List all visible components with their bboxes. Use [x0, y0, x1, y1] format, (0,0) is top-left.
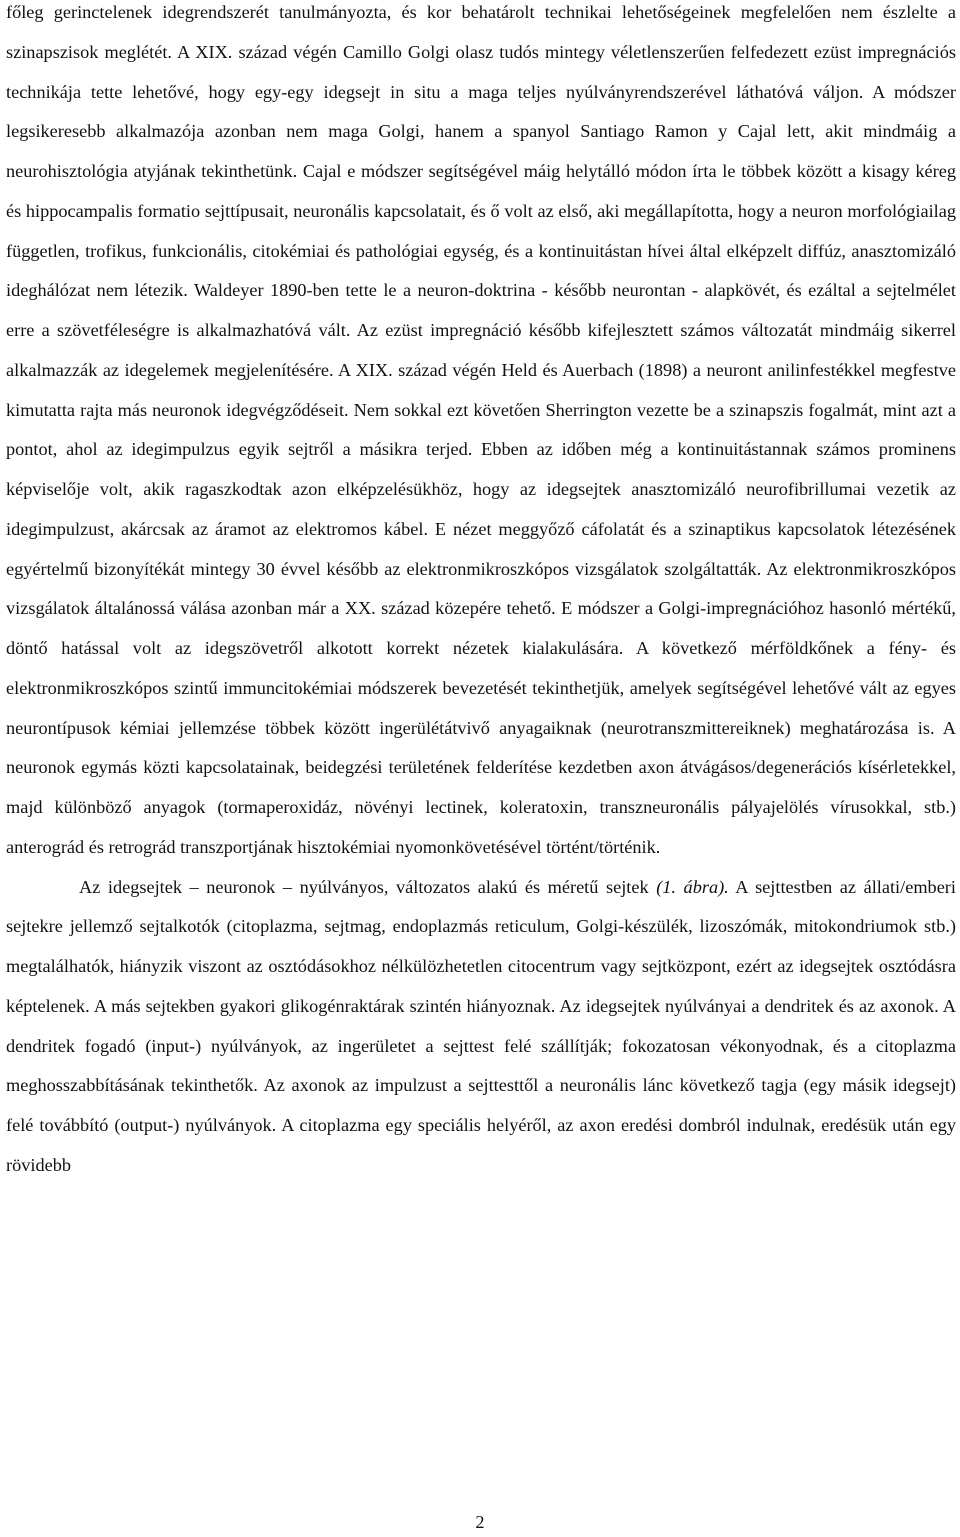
paragraph-text: Az idegsejtek – neuronok – nyúlványos, változatos alakú és méretű sejtek	[79, 876, 657, 897]
paragraph-golgi-cajal-history	[6, 0, 956, 868]
paragraph-neuron-structure	[6, 868, 956, 1186]
figure-reference: (1. ábra).	[656, 876, 729, 897]
paragraph-text: A sejttestben az állati/emberi sejtekre jellemző sejtalkotók (citoplazma, sejtmag, endoplazmás reticulum, Golgi-készülék, lizoszómák, mitokondriumok stb.) megtalálhatók, hiányzik viszont az osztódásokhoz nélkülözhetetlen citocentrum vagy sejtközpont, ezért az idegsejtek osztódásra képtelenek. A más sejtekben gyakori glikogénraktárak szintén hiányoznak. Az idegsejtek nyúlványai a dendritek és az axonok. A dendritek fogadó (input-) nyúlványok, az ingerületet a sejttest felé szállítják; fokozatosan vékonyodnak, és a citoplazma meghosszabbításának tekinthetők. Az axonok az impulzust a sejttesttől a neuronális lánc következő tagja (egy másik idegsejt) felé továbbító (output-) nyúlványok. A citoplazma egy speciális helyéről, az axon eredési dombról indulnak, eredésük után egy rövidebb	[6, 876, 956, 1175]
document-page	[6, 0, 956, 1186]
page-number: 2	[475, 1512, 485, 1532]
paragraph-text: főleg gerinctelenek idegrendszerét tanulmányozta, és kor behatárolt technikai lehetőségeinek megfelelően nem észlelte a szinapszisok meglétét. A XIX. század végén Camillo Golgi olasz tudós mintegy véletlenszerűen felfedezett ezüst impregnációs technikája tette lehetővé, hogy egy-egy idegsejt in situ a maga teljes nyúlványrendszerével láthatóvá váljon. A módszer legsikeresebb alkalmazója azonban nem maga Golgi, hanem a spanyol Santiago Ramon y Cajal lett, akit mindmáig a neurohisztológia atyjának tekinthetünk. Cajal e módszer segítségével máig helytálló módon írta le többek között a kisagy kéreg és hippocampalis formatio sejttípusait, neuronális kapcsolatait, és ő volt az első, aki megállapította, hogy a neuron morfológiailag független, trofikus, funkcionális, citokémiai és pathológiai egység, és a kontinuitástan hívei által elképzelt diffúz, anasztomizáló ideghálózat nem létezik. Waldeyer 1890-ben tette le a neuron-doktrina - később neurontan - alapkövét, és ezáltal a sejtelmélet erre a szövetféleségre is alkalmazhatóvá vált. Az ezüst impregnáció később kifejlesztett számos változatát mindmáig sikerrel alkalmazzák az idegelemek megjelenítésére. A XIX. század végén Held és Auerbach (1898) a neuront anilinfestékkel megfestve kimutatta rajta más neuronok idegvégződéseit. Nem sokkal ezt követően Sherrington vezette be a szinapszis fogalmát, mint azt a pontot, ahol az idegimpulzus egyik sejtről a másikra terjed. Ebben az időben még a kontinuitástannak számos prominens képviselője volt, akik ragaszkodtak azon elképzelésükhöz, hogy az idegsejtek anasztomizáló neurofibrillumai vezetik az idegimpulzust, akárcsak az áramot az elektromos kábel. E nézet meggyőző cáfolatát és a szinaptikus kapcsolatok létezésének egyértelmű bizonyítékát mintegy 30 évvel később az elektronmikroszkópos vizsgálatok szolgáltatták. Az elektronmikroszkópos vizsgálatok általánossá válása azonban már a XX. század közepére tehető. E módszer a Golgi-impregnációhoz hasonló mértékű, döntő hatással volt az idegszövetről alkotott korrekt nézetek kialakulására. A következő mérföldkőnek a fény- és elektronmikroszkópos szintű immuncitokémiai módszerek bevezetését tekinthetjük, amelyek segítségével lehetővé vált az egyes neurontípusok kémiai jellemzése többek között ingerülétátvivő anyagaiknak (neurotranszmittereiknek) meghatározása is. A neuronok egymás közti kapcsolatainak, beidegzési területének felderítése kezdetben axon átvágásos/degenerációs kísérletekkel, majd különböző anyagok (tormaperoxidáz, növényi lectinek, koleratoxin, transzneuronális pályajelölés vírusokkal, stb.) anterográd és retrográd transzportjának hisztokémiai nyomonkövetésével történt/történik.	[6, 2, 956, 857]
